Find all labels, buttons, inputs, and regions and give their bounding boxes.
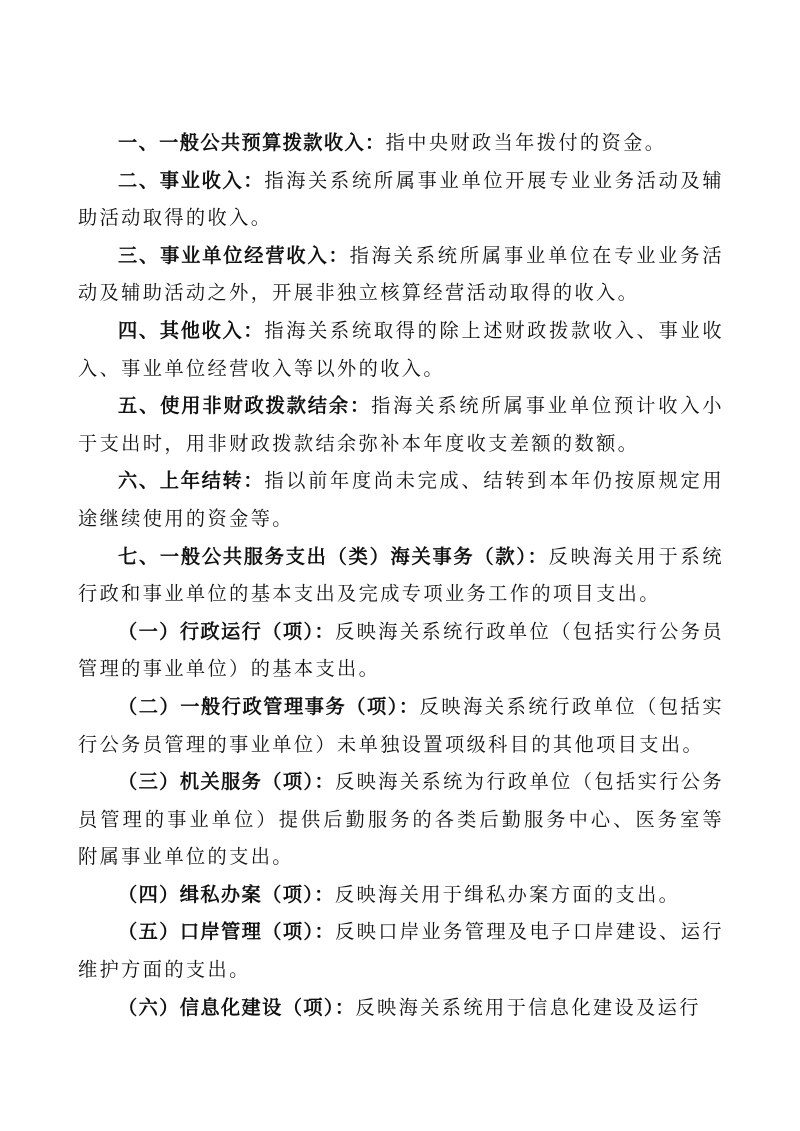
term-definition: 反映海关系统行政单位（包括实行公务员管理的事业单位）的基本支出。 <box>78 619 724 681</box>
term-label: 三、事业单位经营收入： <box>118 243 350 267</box>
term-label: （四）缉私办案（项）： <box>118 882 335 906</box>
document-body <box>78 124 724 1026</box>
paragraph-prior-year-carryover <box>78 462 724 537</box>
term-definition: 反映海关用于缉私办案方面的支出。 <box>334 882 681 906</box>
term-definition: 指中央财政当年拨付的资金。 <box>385 131 667 154</box>
term-definition: 指以前年度尚未完成、结转到本年仍按原规定用途继续使用的资金等。 <box>78 469 724 530</box>
term-definition: 反映海关系统行政单位（包括实行公务员管理的事业单位）未单独设置项级科目的其他项目支出。 <box>78 694 724 756</box>
paragraph-business-revenue <box>78 162 724 237</box>
term-definition: 指海关系统取得的除上述财政拨款收入、事业收入、事业单位经营收入等以外的收入。 <box>78 318 724 380</box>
paragraph-administrative-operation <box>78 613 724 688</box>
term-definition: 反映海关系统为行政单位（包括实行公务员管理的事业单位）提供后勤服务的各类后勤服务中心、医务室等附属事业单位的支出。 <box>78 770 724 869</box>
term-label: （五）口岸管理（项）： <box>118 920 336 944</box>
paragraph-general-admin-affairs <box>78 688 724 763</box>
term-definition: 指海关系统所属事业单位开展专业业务活动及辅助活动取得的收入。 <box>78 168 724 230</box>
term-definition: 反映海关系统用于信息化建设及运行 <box>355 995 701 1019</box>
paragraph-customs-affairs <box>78 538 724 613</box>
term-label: （三）机关服务（项）： <box>118 770 336 794</box>
term-label: 四、其他收入： <box>118 318 265 342</box>
term-label: （六）信息化建设（项）： <box>118 995 356 1019</box>
term-definition: 指海关系统所属事业单位预计收入小于支出时，用非财政拨款结余弥补本年度收支差额的数额。 <box>78 394 724 455</box>
paragraph-other-revenue <box>78 312 724 387</box>
paragraph-port-management <box>78 913 724 988</box>
term-label: 七、一般公共服务支出（类）海关事务（款）： <box>118 544 549 568</box>
term-label: 五、使用非财政拨款结余： <box>118 394 372 418</box>
term-definition: 反映海关用于系统行政和事业单位的基本支出及完成专项业务工作的项目支出。 <box>78 544 724 606</box>
paragraph-operating-revenue <box>78 237 724 312</box>
paragraph-informatization <box>78 989 724 1027</box>
term-definition: 指海关系统所属事业单位在专业业务活动及辅助活动之外，开展非独立核算经营活动取得的收入。 <box>78 243 724 305</box>
term-label: 二、事业收入： <box>118 168 265 192</box>
paragraph-non-fiscal-balance <box>78 387 724 462</box>
term-definition: 反映口岸业务管理及电子口岸建设、运行维护方面的支出。 <box>78 920 724 982</box>
paragraph-agency-services <box>78 763 724 876</box>
term-label: 一、一般公共预算拨款收入： <box>118 131 386 154</box>
term-label: （二）一般行政管理事务（项）： <box>118 694 420 718</box>
paragraph-anti-smuggling <box>78 876 724 914</box>
paragraph-general-budget-revenue <box>78 124 724 162</box>
term-label: 六、上年结转： <box>118 469 265 493</box>
term-label: （一）行政运行（项）： <box>118 619 336 643</box>
